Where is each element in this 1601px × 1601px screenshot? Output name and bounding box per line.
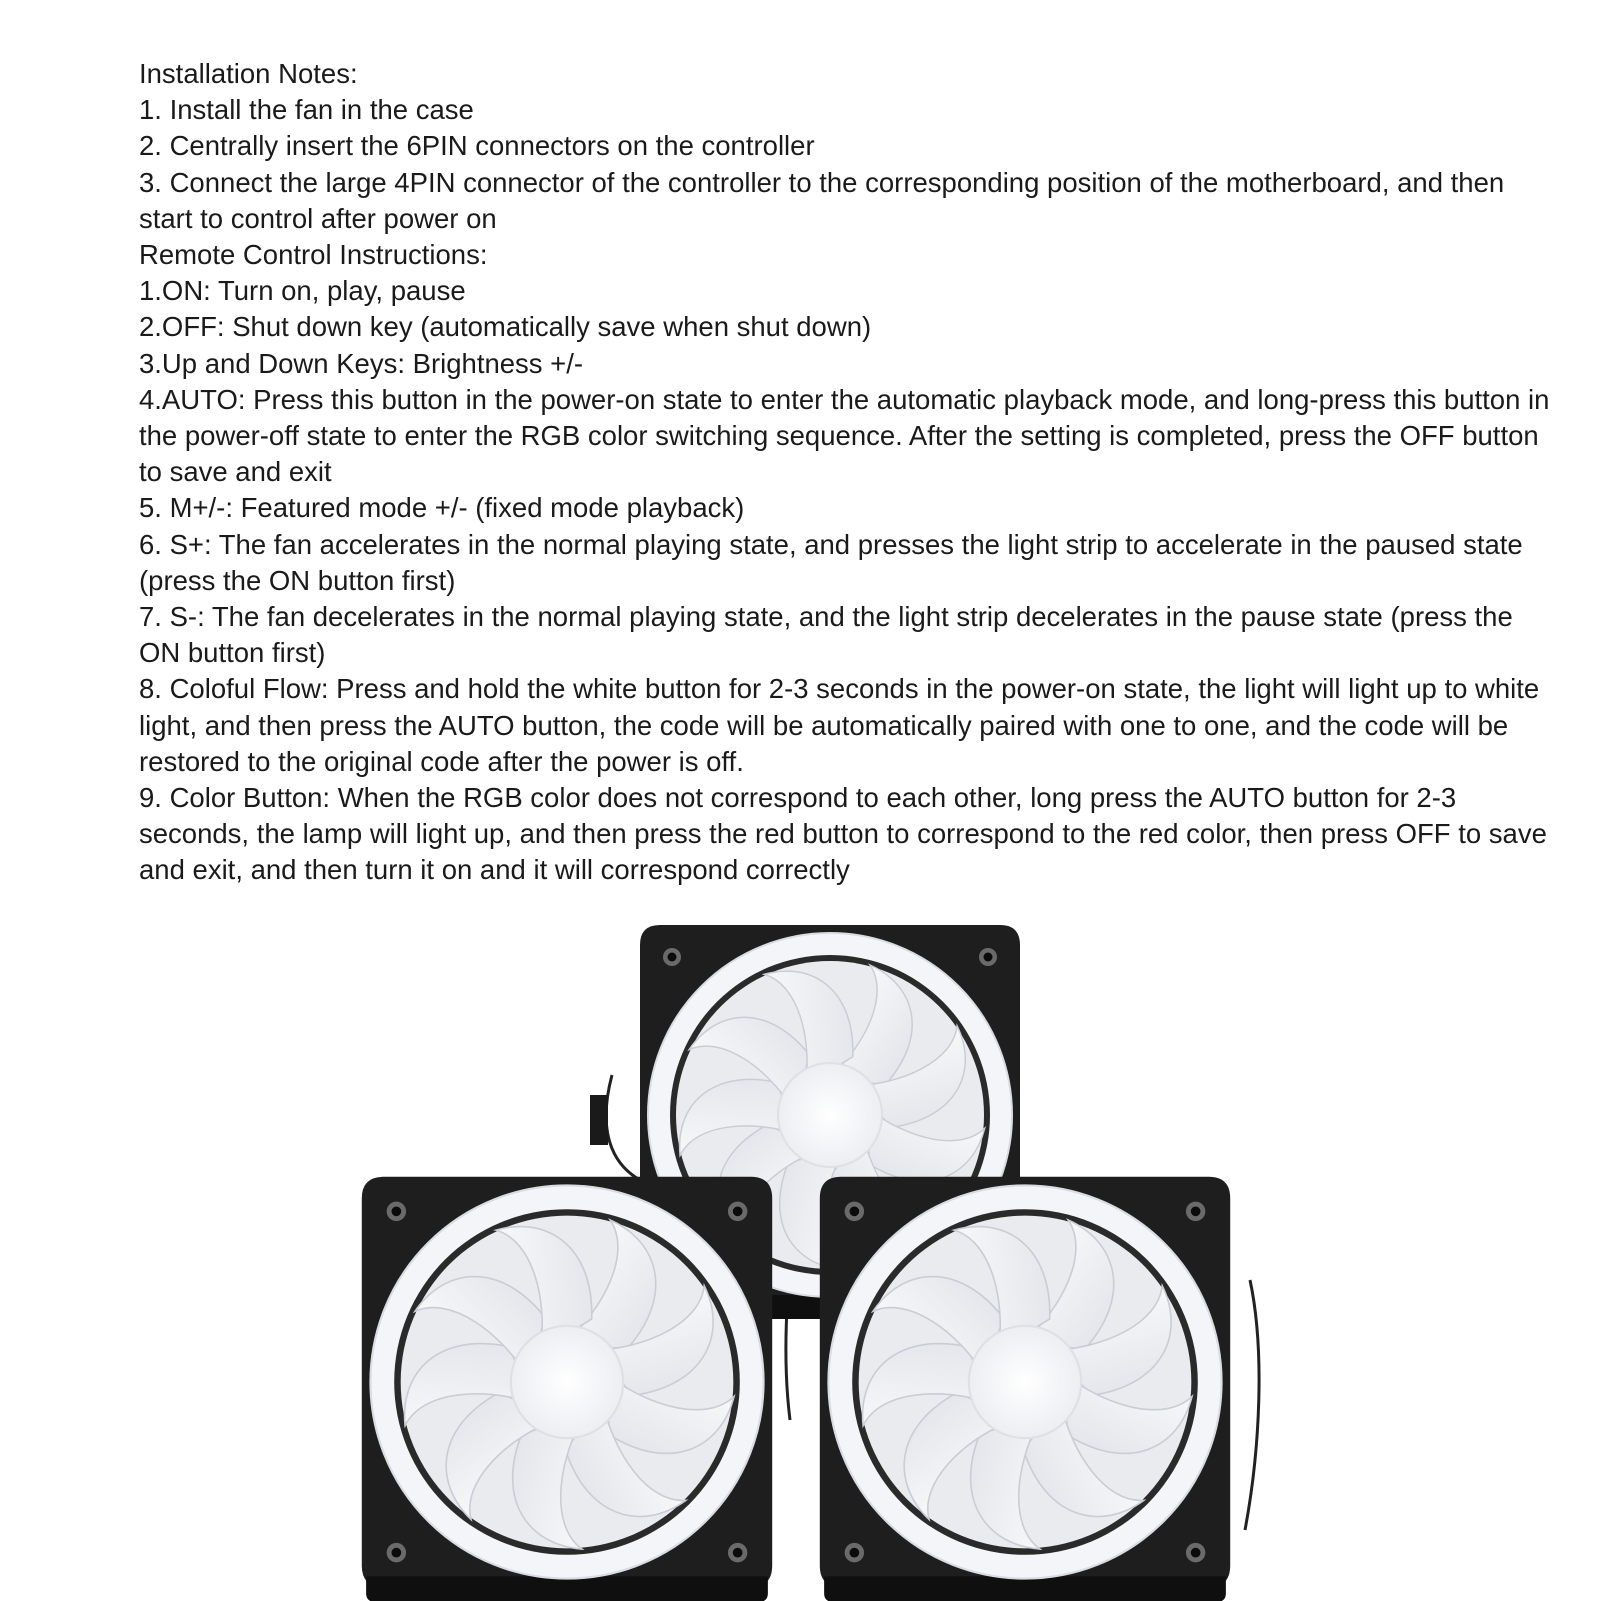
remote-step-6: 6. S+: The fan accelerates in the normal playing state, and presses the light strip to accelerate in the paused state (press the ON button first) — [139, 528, 1523, 596]
rgb-fan-icon — [820, 1177, 1230, 1601]
installation-step-1: 1. Install the fan in the case — [139, 94, 474, 126]
remote-step-1: 1.ON: Turn on, play, pause — [139, 275, 466, 307]
installation-step-3: 3. Connect the large 4PIN connector of the controller to the corresponding position of the motherboard, and then start to control after power on — [139, 166, 1505, 234]
remote-step-2: 2.OFF: Shut down key (automatically save when shut down) — [139, 311, 872, 343]
remote-heading: Remote Control Instructions: — [139, 239, 488, 271]
remote-step-3: 3.Up and Down Keys: Brightness +/- — [139, 347, 584, 379]
rgb-fan-icon — [362, 1177, 772, 1601]
remote-step-5: 5. M+/-: Featured mode +/- (fixed mode playback) — [139, 492, 745, 524]
remote-step-4: 4.AUTO: Press this button in the power-on state to enter the automatic playback mode, and long-press this button in the power-off state to enter the RGB color switching sequence. After the setting is completed, press the OFF button to save and exit — [139, 383, 1550, 488]
installation-step-2: 2. Centrally insert the 6PIN connectors on the controller — [139, 130, 815, 162]
remote-step-8: 8. Coloful Flow: Press and hold the white button for 2-3 seconds in the power-on state, the light will light up to white light, and then press the AUTO button, the code will be automatically paired with one to one, and the code will be restored to the original code after the power is off. — [139, 673, 1540, 777]
installation-heading: Installation Notes: — [139, 58, 358, 89]
remote-step-9: 9. Color Button: When the RGB color does not correspond to each other, long press the AUTO button for 2-3 seconds, the lamp will light up, and then press the red button to correspond to the red color, then press OFF to save and exit, and then turn it on and it will correspond correctly — [139, 782, 1547, 886]
remote-step-7: 7. S-: The fan decelerates in the normal playing state, and the light strip decelerates in the pause state (press the ON button first) — [139, 601, 1513, 669]
